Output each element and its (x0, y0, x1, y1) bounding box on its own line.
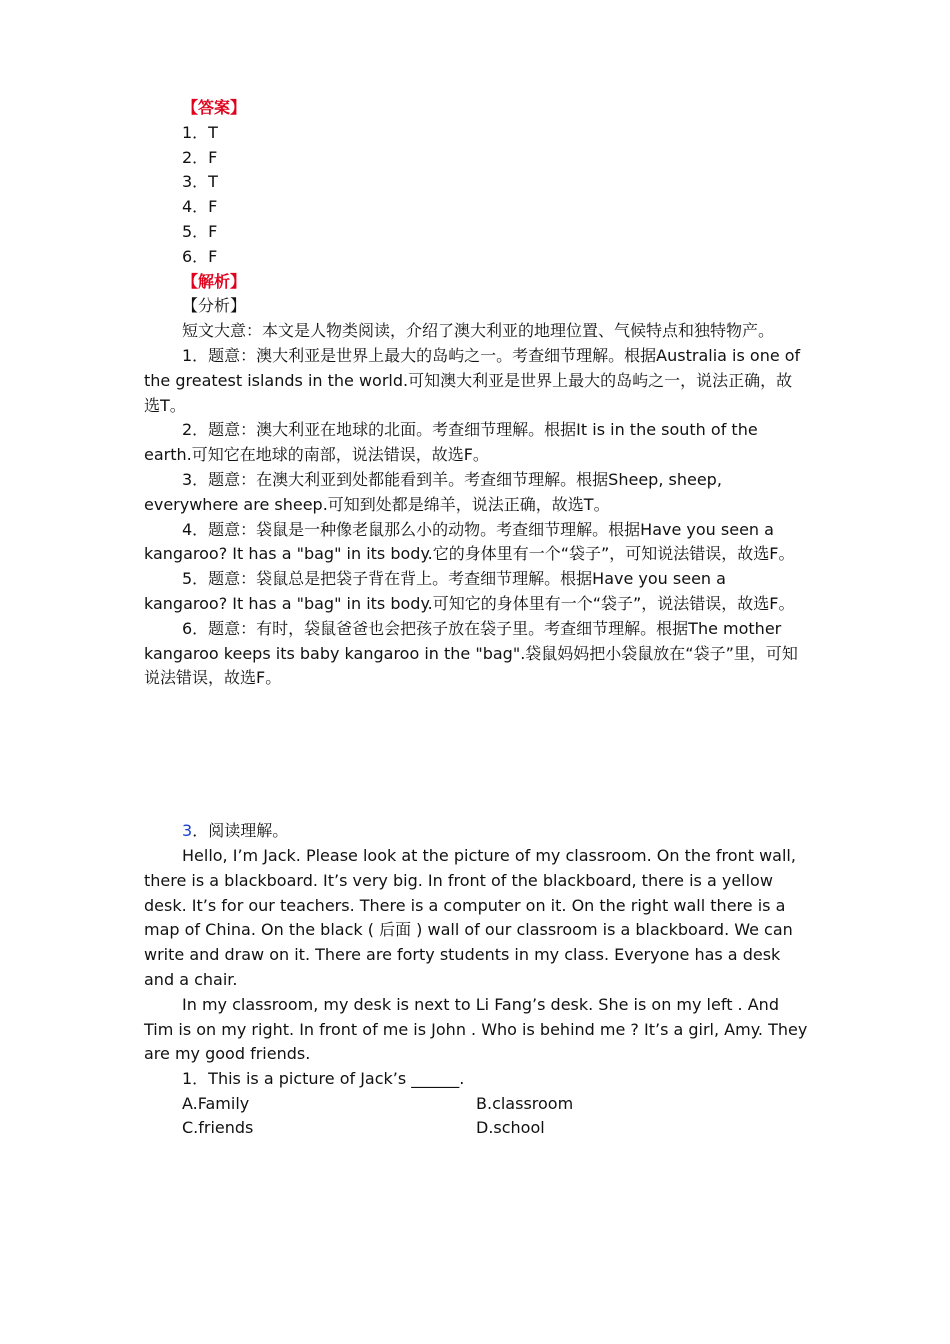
option-d[interactable]: D.school (476, 1117, 545, 1137)
document-page (144, 96, 808, 1140)
answer-item: 6．F (182, 246, 218, 266)
summary-paragraph: 短文大意：本文是人物类阅读，介绍了澳大利亚的地理位置、气候特点和独特物产。 (182, 321, 775, 341)
options-row-1 (144, 1092, 808, 1116)
answer-header: 【答案】 (182, 98, 247, 117)
question-3-title (144, 819, 808, 844)
reading-paragraph-1: Hello, I’m Jack. Please look at the picture of my classroom. On the front wall, there is a blackboard. It’s very big. In front of the blackboard, there is a yellow desk. It’s for our teachers. There is a computer on it. On the right wall there is a map of China. On the black ( 后面 ) wall of our classroom is a blackboard. We can write and draw on it. There are forty students in my class. Everyone has a desk and a chair. (144, 845, 796, 989)
explanation-3: 3．题意：在澳大利亚到处都能看到羊。考查细节理解。根据Sheep, sheep, everywhere are sheep.可知到处都是绵羊，说法正确，故选T。 (144, 469, 722, 514)
options-row-2 (144, 1116, 808, 1140)
answer-item: 4．F (182, 197, 218, 217)
fenxi-header: 【分析】 (182, 296, 247, 316)
explanation-2: 2．题意：澳大利亚在地球的北面。考查细节理解。根据It is in the south of the earth.可知它在地球的南部，说法错误，故选F。 (144, 420, 758, 465)
explanation-4: 4．题意：袋鼠是一种像老鼠那么小的动物。考查细节理解。根据Have you seen a kangaroo? It has a "bag" in its body.它的身体里有一个“袋子”，可知说法错误，故选F。 (144, 519, 795, 564)
question-number: 3 (182, 821, 193, 841)
answer-item: 5．F (182, 221, 218, 241)
answer-item: 2．F (182, 147, 218, 167)
reading-paragraph-2: In my classroom, my desk is next to Li Fang’s desk. She is on my left . And Tim is on my right. In front of me is John . Who is behind me ? It’s a girl, Amy. They are my good friends. (144, 994, 808, 1064)
analysis-header: 【解析】 (182, 271, 247, 291)
sub-question-1: 1．This is a picture of Jack’s ______. (182, 1069, 465, 1089)
spacer (144, 691, 808, 819)
explanation-1: 1．题意：澳大利亚是世界上最大的岛屿之一。考查细节理解。根据Australia is one of the greatest islands in the world.可知澳大利亚是世界上最大的岛屿之一，说法正确，故选T。 (144, 345, 801, 415)
option-b[interactable]: B.classroom (476, 1093, 574, 1113)
explanation-6: 6．题意：有时，袋鼠爸爸也会把孩子放在袋子里。考查细节理解。根据The mother kangaroo keeps its baby kangaroo in the "bag".袋鼠妈妈把小袋鼠放在“袋子”里，可知说法错误，故选F。 (144, 618, 798, 688)
option-c[interactable]: C.friends (182, 1117, 254, 1137)
answer-list (144, 121, 808, 270)
answer-item: 1．T (182, 122, 218, 142)
option-a[interactable]: A.Family (182, 1093, 250, 1113)
answer-item: 3．T (182, 172, 218, 192)
explanation-5: 5．题意：袋鼠总是把袋子背在背上。考查细节理解。根据Have you seen a kangaroo? It has a "bag" in its body.可知它的身体里有一个“袋子”，说法错误，故选F。 (144, 569, 795, 613)
question-title: ．阅读理解。 (192, 821, 289, 841)
